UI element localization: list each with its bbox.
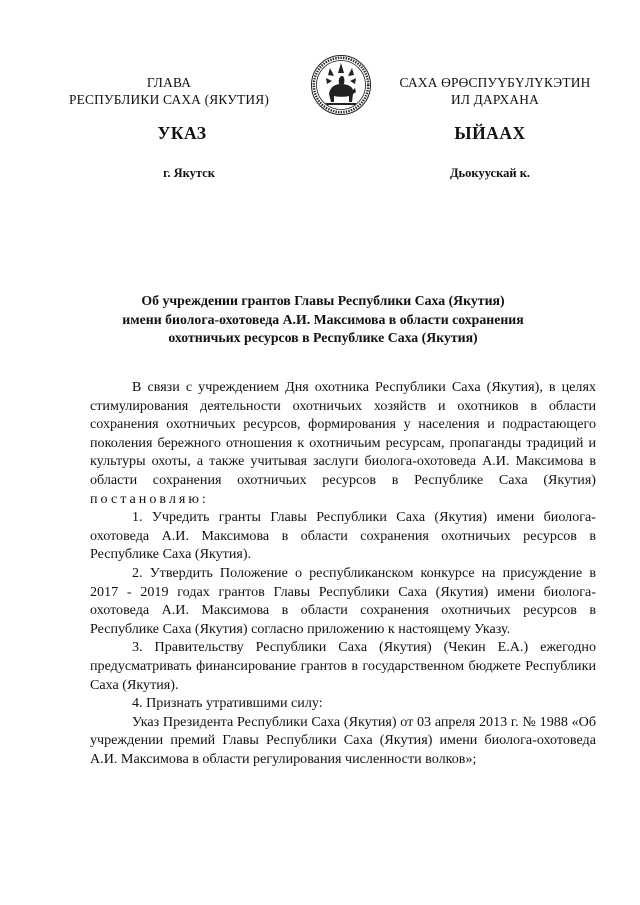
header-right — [384, 74, 606, 108]
document-title-line2: имени биолога-охотоведа А.И. Максимова в области сохранения — [122, 311, 524, 327]
document-title — [90, 292, 556, 348]
item-2: 2. Утвердить Положение о республиканском конкурсе на присуждение в 2017 - 2019 годах грантов Главы Республики Саха (Якутия) имени биолога-охотоведа А.И. Максимова в области сохранения охотничьих ресурсов в Республике Саха (Якутия) согласно приложению к настоящему Указу. — [90, 564, 596, 637]
document-body — [90, 378, 596, 768]
document-title-line1: Об учреждении грантов Главы Республики Саха (Якутия) — [141, 293, 505, 308]
header-left — [64, 74, 274, 108]
doc-type-right: ЫЙААХ — [454, 123, 526, 143]
item-4: 4. Признать утратившими силу: — [132, 695, 323, 712]
header-left-line2: РЕСПУБЛИКИ САХА (ЯКУТИЯ) — [69, 92, 269, 107]
decree-word: постановляю — [90, 490, 202, 507]
doc-type-left: УКАЗ — [157, 123, 207, 143]
city-left: г. Якутск — [163, 166, 215, 180]
intro-text: В связи с учреждением Дня охотника Республики Саха (Якутия), в целях стимулирования деятельности охотничьих хозяйств и охотников в области сохранения охотничьих ресурсов, формирования у населения и подрастающего поколения бережного отношения к охотничьим ресурсам, пропаганды традиций и культуры охоты, а также учитывая заслуги биолога-охотоведа А.И. Максимова в области сохранения охотничьих ресурсов в Республике Саха (Якутия) — [90, 379, 596, 488]
item-4-sub-1: Указ Президента Республики Саха (Якутия) от 03 апреля 2013 г. № 1988 «Об учреждении премий Главы Республики Саха (Якутия) имени биолога-охотоведа А.И. Максимова в области регулирования численности волков»; — [90, 713, 596, 767]
item-1: 1. Учредить гранты Главы Республики Саха (Якутия) имени биолога-охотоведа А.И. Максимова в области сохранения охотничьих ресурсов в Республике Саха (Якутия). — [90, 509, 596, 563]
coat-of-arms-emblem — [310, 54, 372, 116]
item-3: 3. Правительству Республики Саха (Якутия) (Чекин Е.А.) ежегодно предусматривать финансирование грантов в государственном бюджете Республики Саха (Якутия). — [90, 639, 596, 693]
city-right: Дьокуускай к. — [449, 166, 531, 180]
document-title-line3: охотничьих ресурсов в Республике Саха (Якутия) — [168, 330, 478, 345]
intro-paragraph — [90, 378, 596, 508]
intro-end: : — [201, 490, 206, 507]
header-right-line1: САХА ӨРӨСПУҮБҮЛҮКЭТИН — [399, 75, 591, 90]
header-left-line1: ГЛАВА — [146, 75, 192, 90]
header-right-line2: ИЛ ДАРХАНА — [450, 92, 540, 107]
